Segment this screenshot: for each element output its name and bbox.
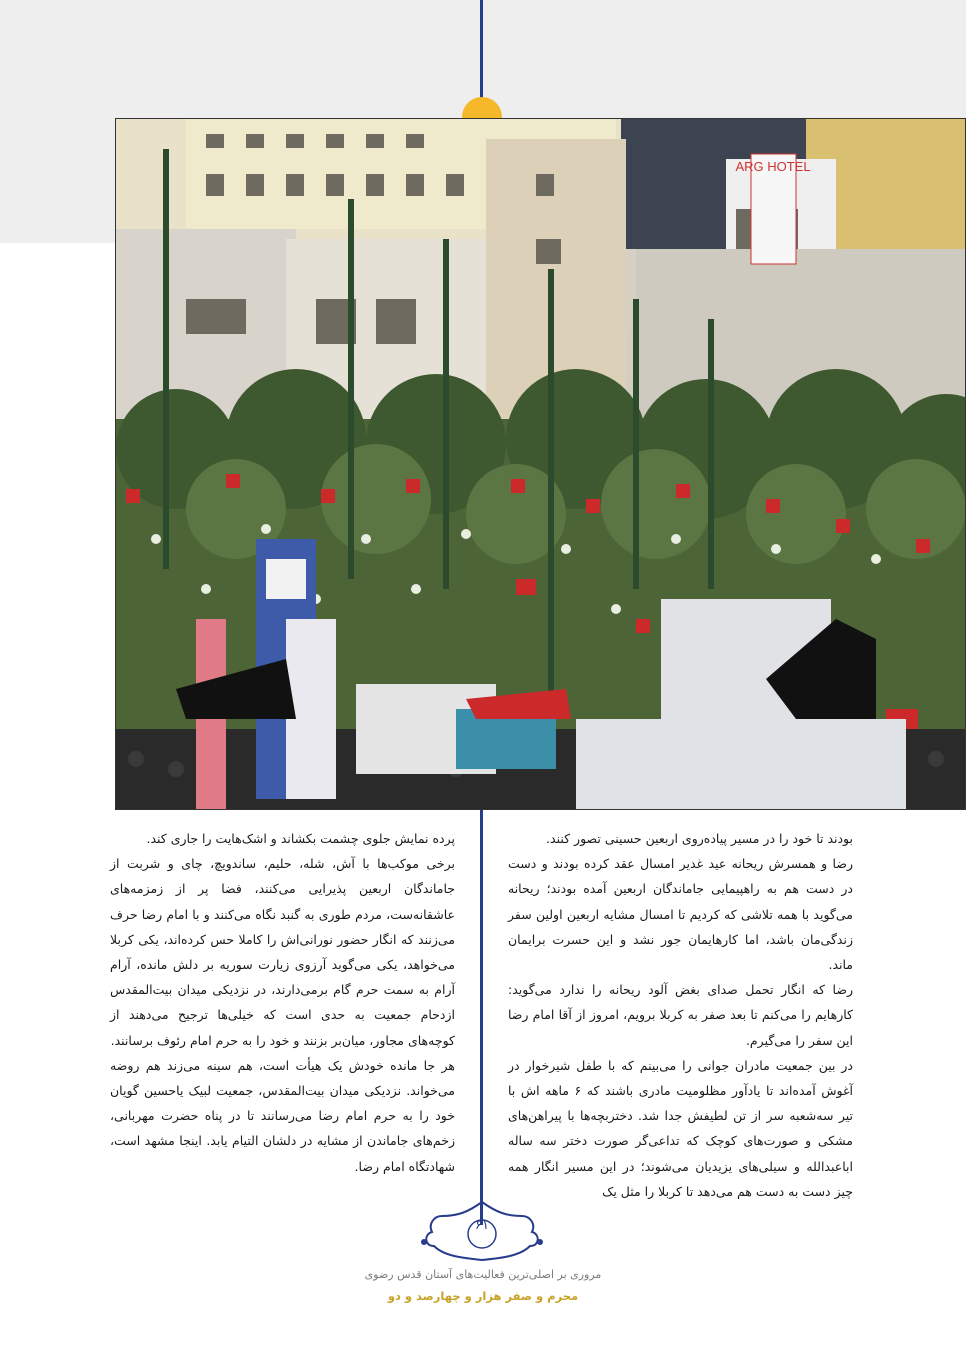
street-photo [115,118,966,810]
article-column-left [110,826,455,1179]
footer-date-line: محرم و صفر هزار و چهارصد و دو [387,1289,579,1303]
paragraph: بودند تا خود را در مسیر پیاده‌روی اربعین حسینی تصور کنند. [546,831,853,846]
paragraph: هر جا مانده خودش یک هیأت است، هم سینه می‌زند هم روضه می‌خواند. نزدیکی میدان بیت‌المقدس، جمعیت لبیک یاحسین گویان خود را به حرم امام رضا می‌رسانند تا در پناه حضرت مهربانی، زخم‌های جاماندن از مشایه در دلشان التیام یابد. اینجا مشهد است، شهادتگاه امام رضا. [110,1057,455,1174]
left-white-margin [0,243,115,1366]
hotel-sign-text: ARG HOTEL [735,159,811,174]
article-column-right [508,826,853,1204]
footer-publication-title: مروری بر اصلی‌ترین فعالیت‌های آستان قدس رضوی [364,1268,602,1281]
page-number-ornament-icon [418,1198,546,1268]
page-number: ۶۱ [475,1218,489,1233]
paragraph: پرده نمایش جلوی چشمت بکشاند و اشک‌هایت را جاری کند. [146,831,455,846]
photo-street-procession-icon [116,119,966,810]
paragraph: رضا که انگار تحمل صدای بغض آلود ریحانه را ندارد می‌گوید: کارهایم را می‌کنم تا بعد صفر به کربلا برویم، امروز از آقا امام رضا این سفر را می‌گیرم. [508,982,853,1048]
paragraph: در بین جمعیت مادران جوانی را می‌بینم که با طفل شیرخوار در آغوش آمده‌اند تا یادآور مظلومیت مادری باشند که ۶ ماهه اش با تیر سه‌شعبه سر از تن لطیفش جدا شد. دختربچه‌ها با پیراهن‌های مشکی و صورت‌های کوچک که تداعی‌گر صورت دختر سه ساله اباعبدالله و سیلی‌های یزیدیان می‌شوند؛ در این مسیر انگار همه چیز دست به دست هم می‌دهد تا کربلا را مثل یک [508,1057,853,1199]
paragraph: برخی موکب‌ها با آش، شله، حلیم، ساندویچ، چای و شربت از جاماندگان اربعین پذیرایی می‌کنند، فضا پر از زمزمه‌های عاشقانه‌ست، مردم طوری به گنبد نگاه می‌کنند و با امام رضا حرف می‌زنند که انگار حضور نورانی‌اش را کاملا حس کرده‌اند، یکی کربلا می‌خواهد، یکی می‌گوید آرزوی زیارت سوریه بر دلش مانده، آرام آرام به سمت حرم گام برمی‌دارند، در نزدیکی میدان بیت‌المقدس ازدحام جمعیت به حدی است که خیلی‌ها ترجیح می‌دهند از کوچه‌های مجاور، میان‌بر بزنند و خود را به حرم امام رئوف برسانند. [110,856,455,1048]
paragraph: رضا و همسرش ریحانه عید غدیر امسال عقد کرده بودند و دست در دست هم به راهپیمایی جاماندگان اربعین آمده بودند؛ ریحانه می‌گوید با همه تلاشی که کردیم تا امسال مشایه اربعین اولین سفر زندگی‌مان باشد، اما کارهایمان جور نشد و این حسرت برایمان ماند. [508,856,853,973]
